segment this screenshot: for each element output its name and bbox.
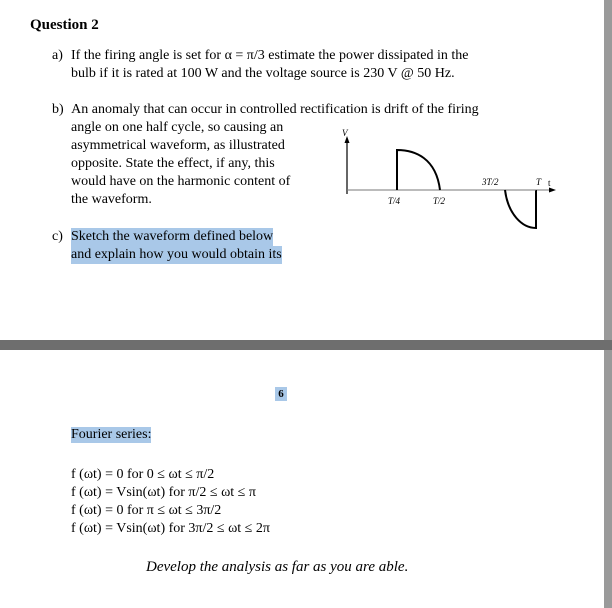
- closing-instruction: Develop the analysis as far as you are able.: [146, 559, 409, 575]
- part-c-line-2[interactable]: and explain how you would obtain its: [71, 247, 282, 262]
- part-c-line-1[interactable]: Sketch the waveform defined below: [71, 229, 274, 244]
- part-b-line-3: asymmetrical waveform, as illustrated: [71, 138, 285, 153]
- page-separator: [0, 340, 612, 350]
- part-b-line-6: the waveform.: [71, 192, 152, 207]
- part-b-line-4: opposite. State the effect, if any, this: [71, 156, 275, 171]
- part-b-line-5: would have on the harmonic content of: [71, 174, 291, 189]
- page-edge: [604, 0, 612, 340]
- v-axis-label: V: [342, 128, 348, 138]
- part-a-line-1: If the firing angle is set for α = π/3 estimate the power dissipated in the: [71, 48, 469, 63]
- t-axis-label: t: [548, 178, 551, 188]
- part-b-label: b): [52, 102, 64, 117]
- question-title: Question 2: [30, 17, 99, 33]
- part-a-line-2: bulb if it is rated at 100 W and the voltage source is 230 V @ 50 Hz.: [71, 66, 455, 81]
- page-number: 6: [275, 387, 287, 401]
- asymmetric-waveform-diagram: [330, 128, 560, 238]
- part-b-line-1: An anomaly that can occur in controlled rectification is drift of the firing: [71, 102, 479, 117]
- tick-t4: T/4: [388, 196, 401, 206]
- tick-t2: T/2: [433, 196, 446, 206]
- page-edge-2: [604, 350, 612, 608]
- positive-half-cycle: [397, 150, 440, 190]
- negative-half-cycle: [505, 190, 536, 228]
- equation-3: f (ωt) = 0 for π ≤ ωt ≤ 3π/2: [71, 503, 222, 518]
- equations-block: [71, 466, 270, 538]
- tick-t: T: [536, 177, 542, 187]
- part-a-label: a): [52, 48, 63, 63]
- equation-4: f (ωt) = Vsin(ωt) for 3π/2 ≤ ωt ≤ 2π: [71, 521, 270, 536]
- equation-1: f (ωt) = 0 for 0 ≤ ωt ≤ π/2: [71, 467, 215, 482]
- equation-2: f (ωt) = Vsin(ωt) for π/2 ≤ ωt ≤ π: [71, 485, 256, 500]
- t-axis-arrow: [549, 188, 556, 193]
- part-c-label: c): [52, 229, 63, 244]
- part-b-first-line: [52, 101, 479, 119]
- fourier-series-label[interactable]: Fourier series:: [71, 427, 152, 442]
- part-b-line-2: angle on one half cycle, so causing an: [71, 120, 284, 135]
- part-a: [52, 47, 552, 83]
- part-b-body: [71, 119, 321, 209]
- tick-3t2: 3T/2: [482, 177, 499, 187]
